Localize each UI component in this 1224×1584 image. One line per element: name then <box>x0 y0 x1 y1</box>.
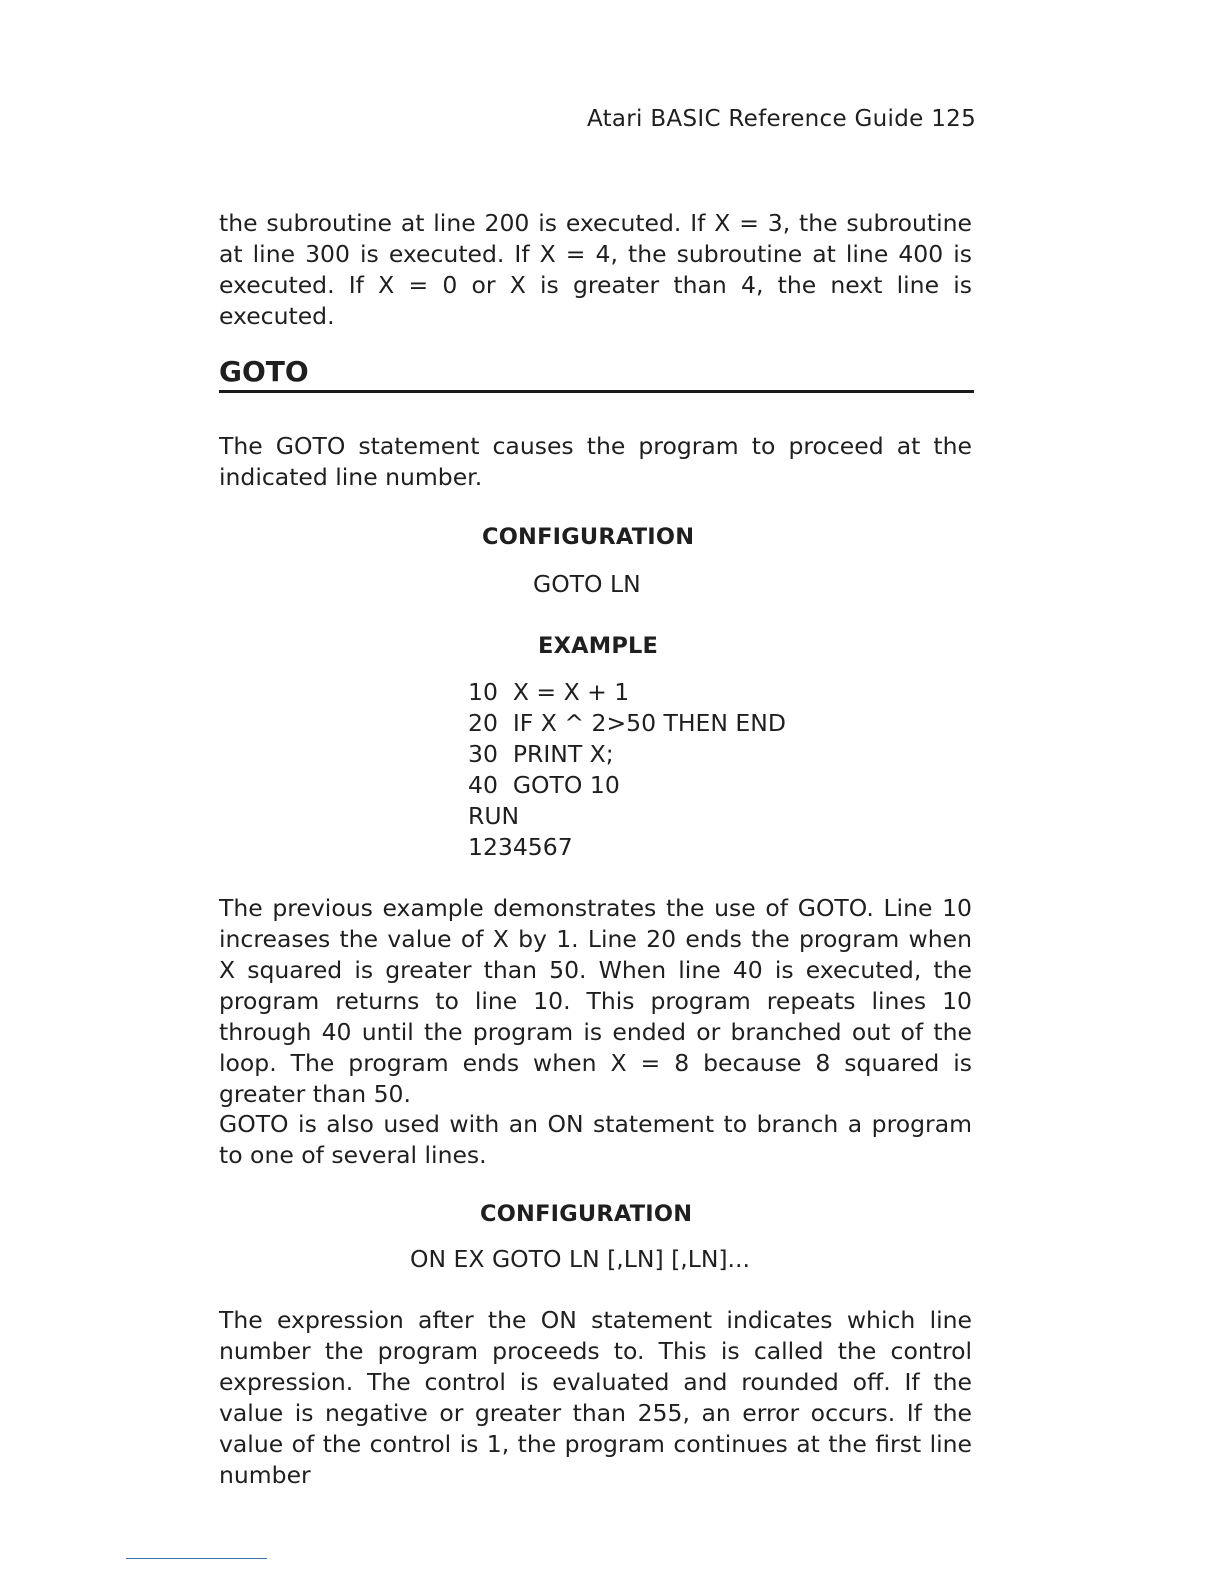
code-line: 40 GOTO 10 <box>468 771 620 799</box>
intro-paragraph: the subroutine at line 200 is executed. If X = 3, the subroutine at line 300 is executed. If X = 4, the subroutine at line 400 is executed. If X = 0 or X is greater than 4, the next line is executed. <box>219 209 972 330</box>
configuration-syntax: GOTO LN <box>533 570 641 598</box>
control-expression-paragraph: The expression after the ON statement indicates which line number the program proceeds to. This is called the control expression. The control is evaluated and rounded off. If the value is negative or greater than 255, an error occurs. If the value of the control is 1, the program continues at the first line number <box>219 1306 972 1489</box>
on-goto-paragraph: GOTO is also used with an ON statement to branch a program to one of several lines. <box>219 1110 972 1169</box>
example-label: EXAMPLE <box>538 633 659 659</box>
configuration-label: CONFIGURATION <box>480 1201 693 1227</box>
code-line: 1234567 <box>468 833 573 861</box>
running-header: Atari BASIC Reference Guide 125 <box>586 106 976 132</box>
section-title: GOTO <box>219 354 974 393</box>
code-line: 10 X = X + 1 <box>468 678 630 706</box>
code-line: 30 PRINT X; <box>468 740 614 768</box>
configuration-label: CONFIGURATION <box>482 524 695 550</box>
code-line: 20 IF X ^ 2>50 THEN END <box>468 709 786 737</box>
code-line: RUN <box>468 802 520 830</box>
footer-rule <box>126 1558 267 1559</box>
explanation-paragraph: The previous example demonstrates the use of GOTO. Line 10 increases the value of X by 1. Line 20 ends the program when X squared is greater than 50. When line 40 is executed, the program returns to line 10. This program repeats lines 10 through 40 until the program is ended or branched out of the loop. The program ends when X = 8 because 8 squared is greater than 50. <box>219 894 972 1108</box>
section-description: The GOTO statement causes the program to proceed at the indicated line number. <box>219 432 972 491</box>
configuration-syntax: ON EX GOTO LN [,LN] [,LN]... <box>410 1245 750 1273</box>
